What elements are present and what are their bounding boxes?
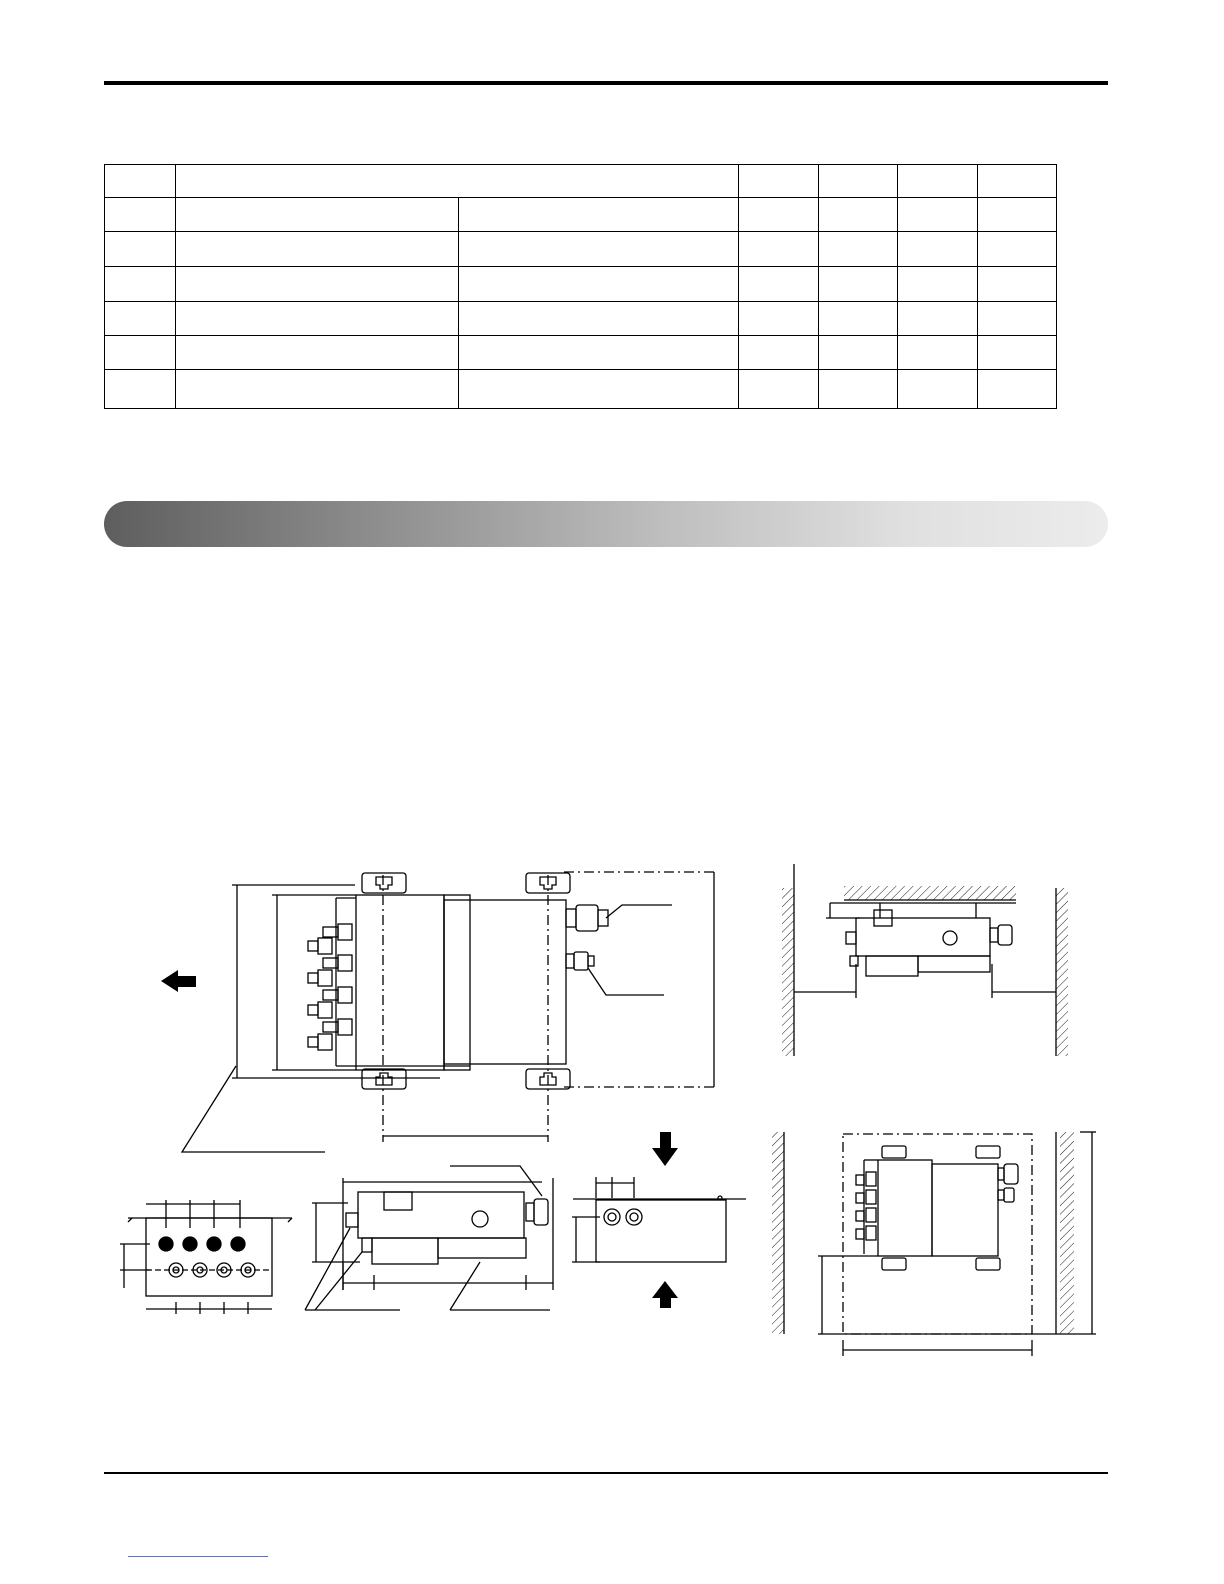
arrow-down-icon [652, 1132, 678, 1166]
bottom-rule [104, 1472, 1108, 1474]
footer-link-underline[interactable] [128, 1556, 268, 1557]
port-group-right [566, 905, 608, 970]
top-view-drawing [182, 872, 718, 1152]
port-group-left [308, 924, 352, 1050]
ceiling-clearance-drawing [782, 864, 1068, 1056]
arrow-left-icon [161, 970, 196, 992]
rear-view-drawing [572, 1177, 746, 1262]
wall-clearance-drawing [772, 1132, 1096, 1356]
bracket [362, 873, 406, 893]
front-view-drawing [120, 1200, 292, 1314]
side-view-drawing [305, 1166, 553, 1310]
arrow-up-icon [652, 1281, 678, 1308]
bracket [362, 1069, 406, 1089]
